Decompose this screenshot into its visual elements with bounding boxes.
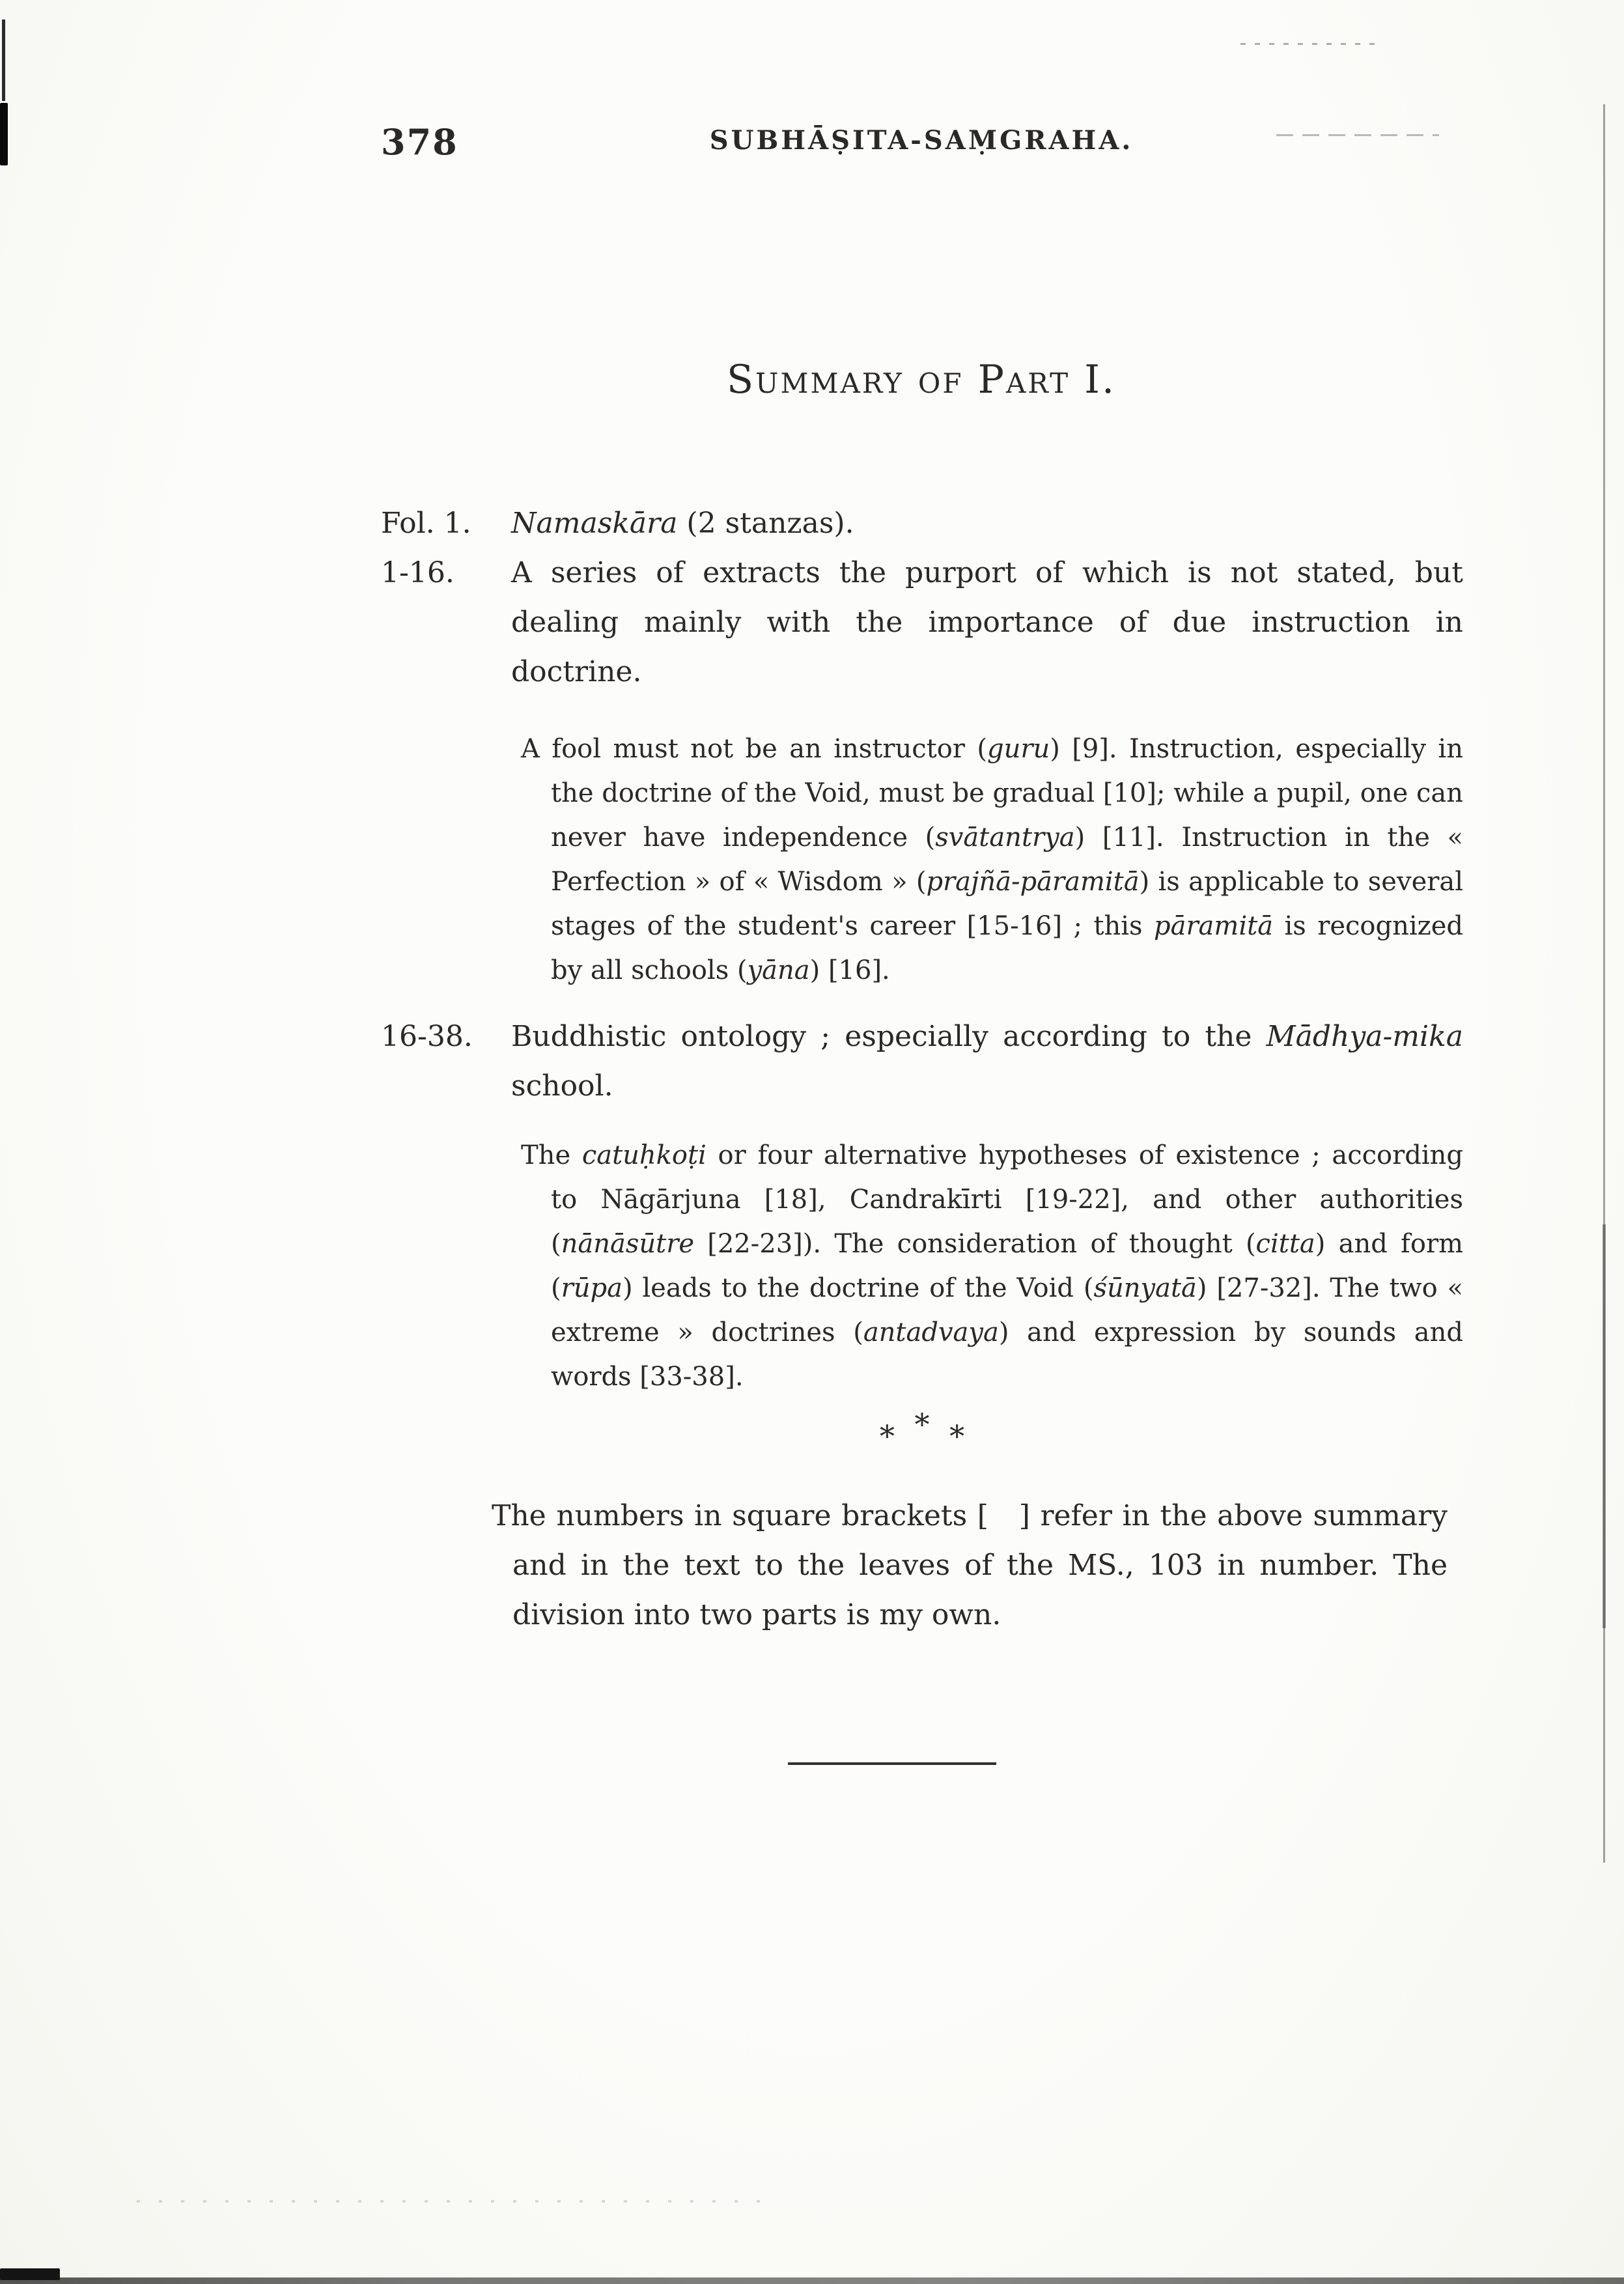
note-paragraph-1: A fool must not be an instructor (guru) [9]. Instruction, especially in the doctrine of the Void, must be gradual [10]; while a pupil, one can never have independence (svātantrya) [11]. Instruction in the « Perfection » of « Wisdom » (prajñā-pāramitā) is applicable to several stages of the student's career [15-16] ; this pāramitā is recognized by all schools (yāna) [16]. — [521, 734, 1464, 985]
asterisk-right: * — [949, 1418, 965, 1454]
section-heading: Summary of Part I. — [726, 357, 1117, 402]
entry-text: Namaskāra (2 stanzas). — [511, 507, 854, 540]
entry-label: 16-38. — [381, 1020, 473, 1053]
closing-paragraph: The numbers in square brackets [ ] refer in the above summary and in the text to the leaves of the MS., 103 in number. The division into two parts is my own. — [492, 1499, 1448, 1631]
page-content — [381, 499, 1463, 1765]
scan-artifact-right-edge-dark — [1603, 1224, 1606, 1628]
entry-fol-1 — [381, 499, 1463, 548]
entry-16-38 — [381, 1012, 1463, 1111]
scan-artifact-bottom-speckles — [137, 2200, 775, 2203]
scan-artifact-top-dots — [1240, 43, 1380, 45]
scan-artifact-left-edge-blob — [0, 103, 8, 165]
note-paragraph-2: The catuḥkoṭi or four alternative hypotheses of existence ; according to Nāgārjuna [18], Candrakīrti [19-22], and other authorities (nānāsūtre [22-23]). The consideration of thought (citta) and form (rūpa) leads to the doctrine of the Void (śūnyatā) [27-32]. The two « extreme » doctrines (antadvaya) and expression by sounds and words [33-38]. — [521, 1140, 1464, 1392]
entry-1-16 — [381, 548, 1463, 697]
entry-text: A series of extracts the purport of which is not stated, but dealing mainly with the importance of due instruction in doctrine. — [511, 556, 1463, 688]
entry-label: 1-16. — [381, 556, 455, 589]
scan-artifact-left-edge-line — [2, 20, 5, 101]
end-rule — [788, 1762, 996, 1765]
scan-artifact-bottom-band — [0, 2277, 1624, 2284]
scan-artifact-bottom-corner — [0, 2268, 60, 2280]
scan-artifact-header-dashes — [1276, 134, 1439, 136]
asterisk-left: * — [879, 1418, 895, 1454]
running-title: SUBHĀṢITA-SAṂGRAHA. — [709, 125, 1134, 156]
asterisk-top: * — [914, 1407, 930, 1442]
page-header — [381, 121, 1462, 163]
asterism-divider — [381, 1407, 1463, 1460]
entry-label: Fol. 1. — [381, 507, 471, 540]
entry-text: Buddhistic ontology ; especially according to the Mādhya-mika school. — [511, 1020, 1463, 1103]
page-number: 378 — [381, 121, 458, 163]
